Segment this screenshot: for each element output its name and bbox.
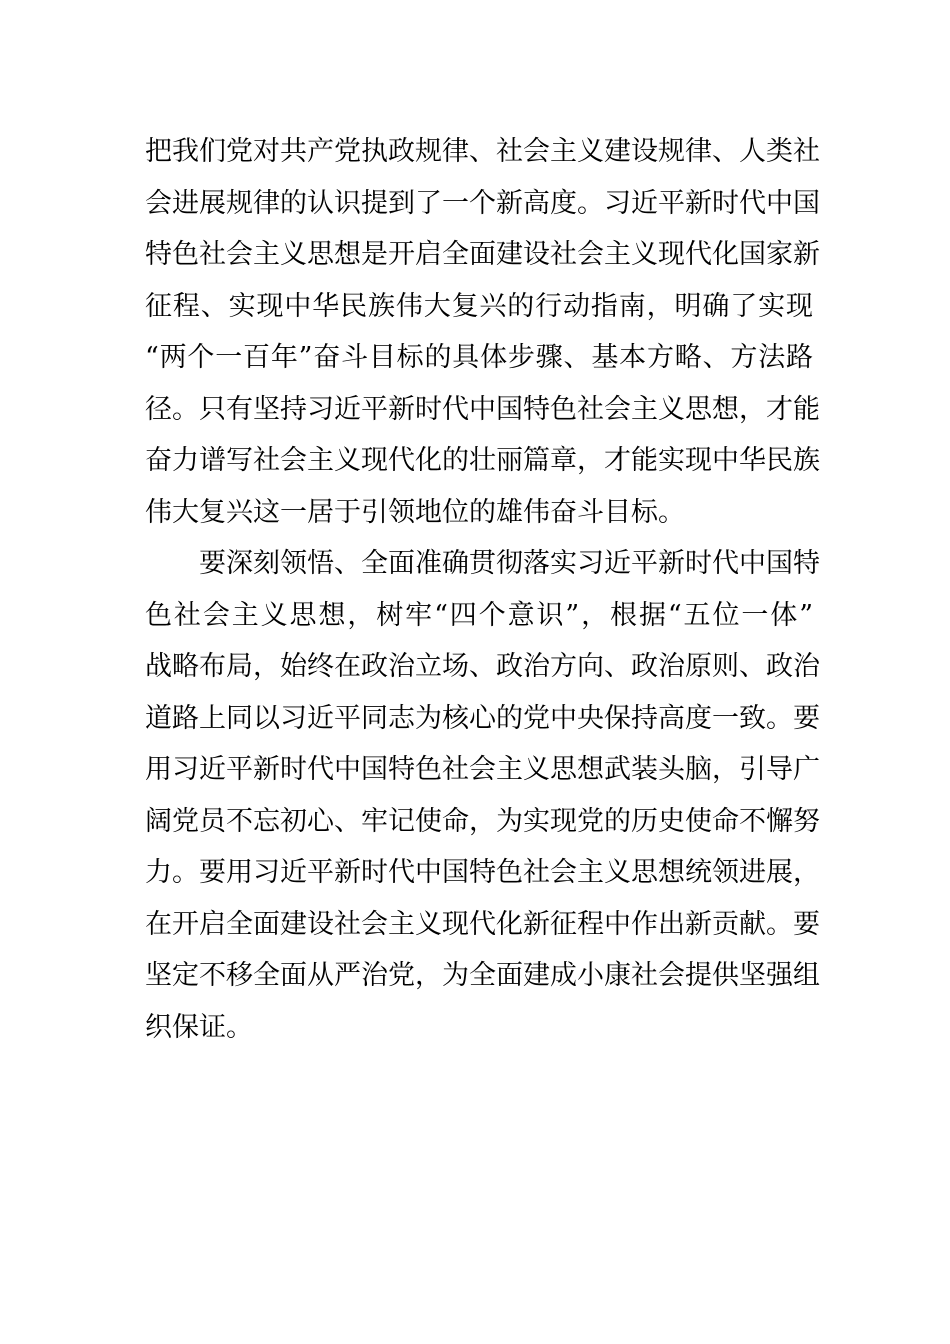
text-line: 道路上同以习近平同志为核心的党中央保持高度一致。要 <box>145 702 820 734</box>
text-line: “两个一百年”奋斗目标的具体步骤、基本方略、方法路 <box>145 342 813 373</box>
text-line: 织保证。 <box>145 1011 253 1043</box>
text-line: 径。只有坚持习近平新时代中国特色社会主义思想，才能 <box>145 393 820 425</box>
text-line: 在开启全面建设社会主义现代化新征程中作出新贡献。要 <box>145 908 820 940</box>
text-line: 力。要用习近平新时代中国特色社会主义思想统领进展， <box>145 857 820 888</box>
text-line: 特色社会主义思想是开启全面建设社会主义现代化国家新 <box>145 239 820 270</box>
text-line: 奋力谱写社会主义现代化的壮丽篇章，才能实现中华民族 <box>145 445 820 476</box>
document-body <box>145 126 820 1053</box>
text-line: 坚定不移全面从严治党，为全面建成小康社会提供坚强组 <box>145 960 820 991</box>
paragraph <box>145 538 820 1053</box>
text-line: 色社会主义思想，树牢“四个意识”，根据“五位一体” <box>145 599 813 631</box>
text-line: 把我们党对共产党执政规律、社会主义建设规律、人类社 <box>145 136 820 167</box>
paragraph <box>145 126 820 538</box>
text-line: 征程、实现中华民族伟大复兴的行动指南，明确了实现 <box>145 290 813 322</box>
text-line: 要深刻领悟、全面准确贯彻落实习近平新时代中国特 <box>199 548 820 579</box>
text-line: 用习近平新时代中国特色社会主义思想武装头脑，引导广 <box>145 754 820 785</box>
text-line: 阔党员不忘初心、牢记使命，为实现党的历史使命不懈努 <box>145 805 820 837</box>
text-line: 会进展规律的认识提到了一个新高度。习近平新时代中国 <box>145 187 820 219</box>
text-line: 战略布局，始终在政治立场、政治方向、政治原则、政治 <box>145 651 820 682</box>
text-line: 伟大复兴这一居于引领地位的雄伟奋斗目标。 <box>145 496 685 528</box>
